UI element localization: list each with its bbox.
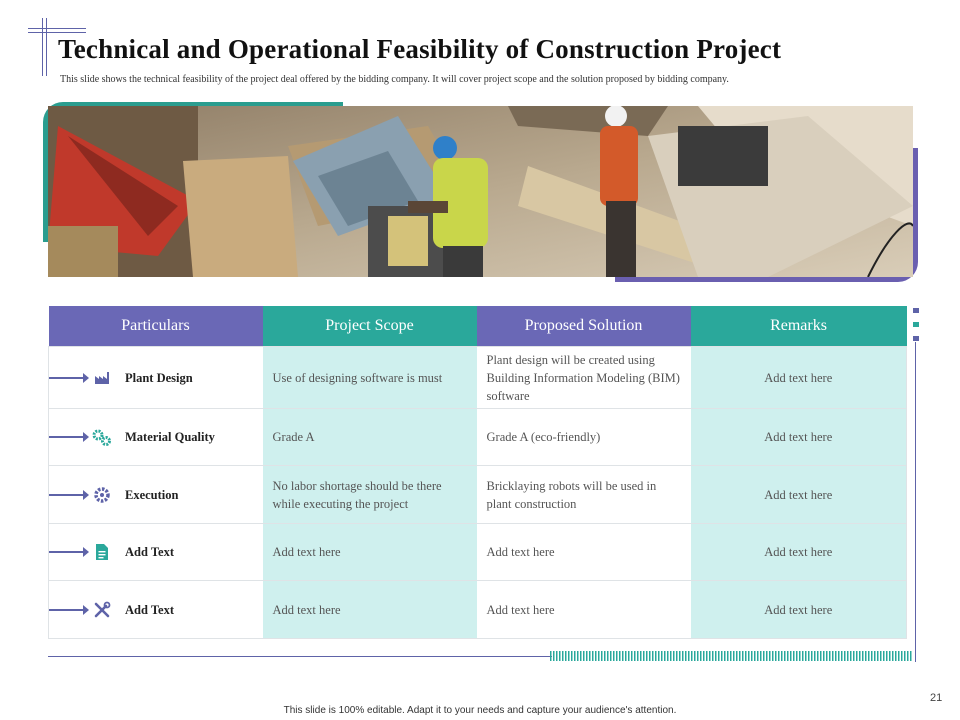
table-header-row — [49, 306, 907, 347]
table-row — [49, 347, 907, 409]
solution-cell: Plant design will be created using Building Information Modeling (BIM) software — [477, 347, 691, 409]
remarks-cell: Add text here — [691, 581, 907, 639]
construction-photo — [48, 106, 913, 277]
side-marker — [913, 336, 919, 341]
corner-decoration — [46, 18, 47, 76]
footer-note: This slide is 100% editable. Adapt it to your needs and capture your audience's attention. — [283, 705, 677, 716]
corner-decoration — [42, 18, 43, 76]
particular-cell — [49, 409, 263, 466]
scope-cell: Use of designing software is must — [263, 347, 477, 409]
scope-cell: Grade A — [263, 409, 477, 466]
slide-title: Technical and Operational Feasibility of Construction Project — [58, 34, 782, 64]
slide-subtitle: This slide shows the technical feasibility of the project deal offered by the bidding company. It will cover project scope and the solution proposed by bidding company. — [60, 74, 729, 85]
remarks-cell: Add text here — [691, 409, 907, 466]
table-row — [49, 581, 907, 639]
factory-icon — [89, 368, 115, 388]
particular-cell — [49, 581, 263, 639]
feasibility-table — [48, 306, 907, 639]
gears-icon — [89, 427, 115, 447]
solution-cell: Bricklaying robots will be used in plant construction — [477, 466, 691, 524]
arrow-icon — [49, 609, 87, 611]
particular-label: Plant Design — [125, 370, 193, 385]
side-line — [915, 342, 916, 662]
side-marker — [913, 308, 919, 313]
particular-cell — [49, 466, 263, 524]
remarks-cell: Add text here — [691, 524, 907, 581]
document-icon — [89, 542, 115, 562]
gear-icon — [89, 485, 115, 505]
bottom-stripes — [550, 651, 912, 661]
side-marker — [913, 322, 919, 327]
header-project-scope: Project Scope — [263, 306, 477, 347]
scope-cell: No labor shortage should be there while executing the project — [263, 466, 477, 524]
scope-cell: Add text here — [263, 524, 477, 581]
particular-label: Add Text — [125, 545, 174, 559]
particular-cell — [49, 347, 263, 409]
particular-label: Add Text — [125, 602, 174, 617]
page-number: 21 — [930, 692, 943, 704]
arrow-icon — [49, 377, 87, 379]
solution-cell: Add text here — [477, 524, 691, 581]
arrow-icon — [49, 551, 87, 553]
scope-cell: Add text here — [263, 581, 477, 639]
solution-cell: Grade A (eco-friendly) — [477, 409, 691, 466]
bottom-line — [48, 656, 552, 657]
header-remarks: Remarks — [691, 306, 907, 347]
construction-photo-image — [48, 106, 913, 277]
table-row — [49, 524, 907, 581]
solution-cell: Add text here — [477, 581, 691, 639]
particular-label: Material Quality — [125, 430, 215, 444]
remarks-cell: Add text here — [691, 347, 907, 409]
arrow-icon — [49, 494, 87, 496]
table-row — [49, 409, 907, 466]
corner-decoration — [28, 28, 86, 29]
particular-label: Execution — [125, 487, 179, 502]
remarks-cell: Add text here — [691, 466, 907, 524]
particular-cell — [49, 524, 263, 581]
header-particulars: Particulars — [49, 306, 263, 347]
arrow-icon — [49, 436, 87, 438]
tools-icon — [89, 600, 115, 620]
header-proposed-solution: Proposed Solution — [477, 306, 691, 347]
corner-decoration — [28, 32, 86, 33]
table-row — [49, 466, 907, 524]
